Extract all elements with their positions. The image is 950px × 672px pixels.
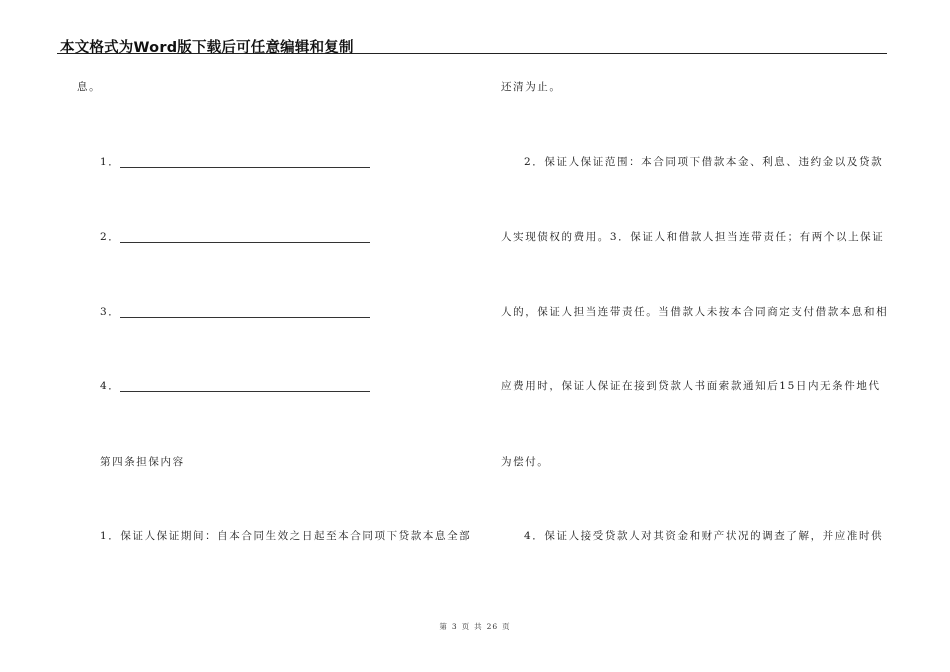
left-text-line-1: 息。 — [77, 81, 102, 93]
blank-item-number: 1． — [100, 156, 121, 168]
footer-page-word: 页 — [461, 622, 471, 631]
blank-item-number: 2． — [100, 231, 121, 243]
page-number-footer — [0, 621, 950, 632]
blank-item-3 — [100, 305, 120, 319]
footer-suffix: 页 — [502, 622, 511, 631]
blank-item-number: 4． — [100, 380, 121, 392]
section-heading: 第四条担保内容 — [100, 456, 185, 468]
blank-item-4 — [100, 379, 120, 393]
blank-item-1 — [100, 155, 120, 169]
current-page-number: 3 — [451, 622, 458, 631]
fill-in-underline — [120, 391, 370, 392]
footer-prefix: 第 — [439, 622, 448, 631]
document-header-title: 本文格式为Word版下载后可任意编辑和复制 — [60, 40, 354, 56]
right-text-line-5: 应费用时，保证人保证在接到贷款人书面索款通知后15日内无条件地代 — [501, 380, 881, 392]
right-text-line-3: 人实现债权的费用。3．保证人和借款人担当连带责任；有两个以上保证 — [501, 231, 885, 243]
left-paragraph-1: 1．保证人保证期间：自本合同生效之日起至本合同项下贷款本息全部 — [100, 530, 472, 542]
blank-item-number: 3． — [100, 306, 121, 318]
right-text-line-4: 人的，保证人担当连带责任。当借款人未按本合同商定支付借款本息和相 — [501, 306, 889, 318]
fill-in-underline — [120, 317, 370, 318]
fill-in-underline — [120, 167, 370, 168]
right-text-line-6: 为偿付。 — [501, 456, 550, 468]
footer-total-prefix: 共 — [474, 622, 483, 631]
fill-in-underline — [120, 242, 370, 243]
right-text-line-2: 2．保证人保证范围：本合同项下借款本金、利息、违约金以及贷款 — [524, 156, 884, 168]
blank-item-2 — [100, 230, 120, 244]
right-text-line-1: 还清为止。 — [501, 81, 562, 93]
right-text-line-7: 4．保证人接受贷款人对其资金和财产状况的调查了解，并应准时供 — [524, 530, 884, 542]
header-divider — [57, 53, 887, 54]
total-page-count: 26 — [486, 622, 499, 631]
